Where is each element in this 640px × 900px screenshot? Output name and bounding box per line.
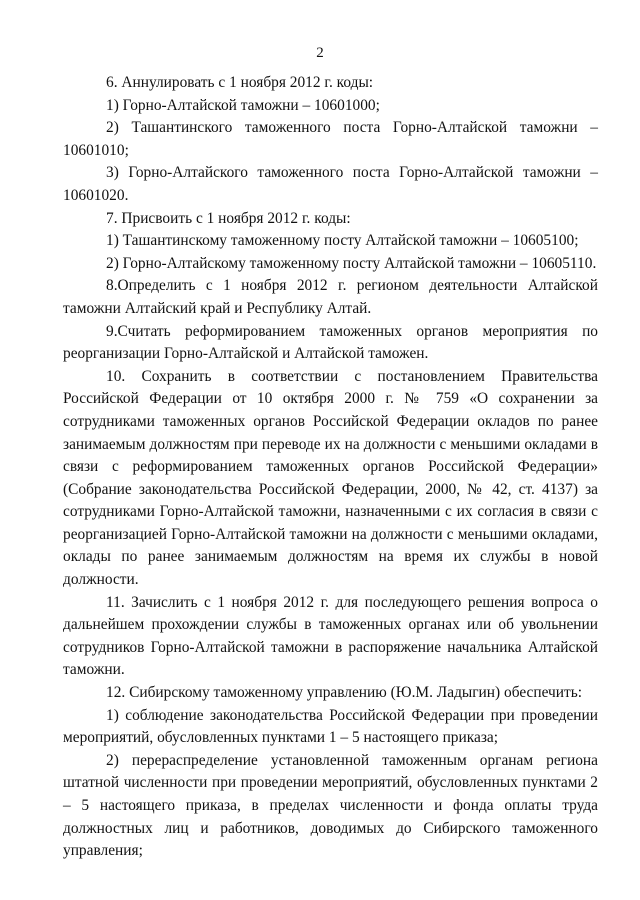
paragraph-item-6: 6. Аннулировать с 1 ноября 2012 г. коды:	[106, 74, 374, 91]
paragraph-item-12: 12. Сибирскому таможенному управлению (Ю.М. Ладыгин) обеспечить:	[106, 684, 583, 702]
paragraph-item-12-1: 1) соблюдение законодательства Российской Федерации при проведении мероприятий, обусловленных пунктами 1 – 5 настоящего приказа;	[63, 706, 598, 747]
paragraph-item-6-3: 3) Горно-Алтайского таможенного поста Горно-Алтайской таможни – 10601020.	[63, 164, 598, 204]
paragraph-item-7-1: 1) Ташантинскому таможенному посту Алтайской таможни – 10605100;	[106, 232, 579, 250]
paragraph-item-7: 7. Присвоить с 1 ноября 2012 г. коды:	[106, 209, 351, 227]
paragraph-item-6-2: 2) Ташантинского таможенного поста Горно-Алтайской таможни – 10601010;	[63, 119, 598, 159]
paragraph-item-9: 9.Считать реформированием таможенных органов мероприятия по реорганизации Горно-Алтайской и Алтайской таможен.	[63, 322, 598, 363]
paragraph-item-10: 10. Сохранить в соответствии с постановлением Правительства Российской Федерации от 10 октября 2000 г. № 759 «О сохранении за сотрудниками таможенных органов Российской Федерации окладов по ранее занимаемым должностям при переводе их на должности с меньшими окладами в связи с реформированием таможенных органов Российской Федерации» (Собрание законодательства Российской Федерации, 2000, № 42, ст. 4137) за сотрудниками Горно-Алтайской таможни, назначенными с их согласия в связи с реорганизацией Горно-Алтайской таможни на должности с меньшими окладами, оклады по ранее занимаемым должностям на время их службы в новой должности.	[63, 367, 598, 589]
paragraph-item-6-1: 1) Горно-Алтайской таможни – 10601000;	[106, 96, 380, 114]
document-body	[63, 70, 598, 863]
paragraph-item-12-2: 2) перераспределение установленной таможенным органам региона штатной численности при проведении мероприятий, обусловленных пунктами 2 – 5 настоящего приказа, в пределах численности и фонда оплаты труда должностных лиц и работников, доводимых до Сибирского таможенного управления;	[63, 751, 598, 860]
page-number: 2	[316, 45, 324, 61]
paragraph-item-11: 11. Зачислить с 1 ноября 2012 г. для последующего решения вопроса о дальнейшем прохождении службы в таможенных органах или об увольнении сотрудников Горно-Алтайской таможни в распоряжение начальника Алтайской таможни.	[63, 593, 598, 679]
paragraph-item-8: 8.Определить с 1 ноября 2012 г. регионом деятельности Алтайской таможни Алтайский край и Республику Алтай.	[63, 277, 598, 317]
paragraph-item-7-2: 2) Горно-Алтайскому таможенному посту Алтайской таможни – 10605110.	[106, 254, 597, 272]
